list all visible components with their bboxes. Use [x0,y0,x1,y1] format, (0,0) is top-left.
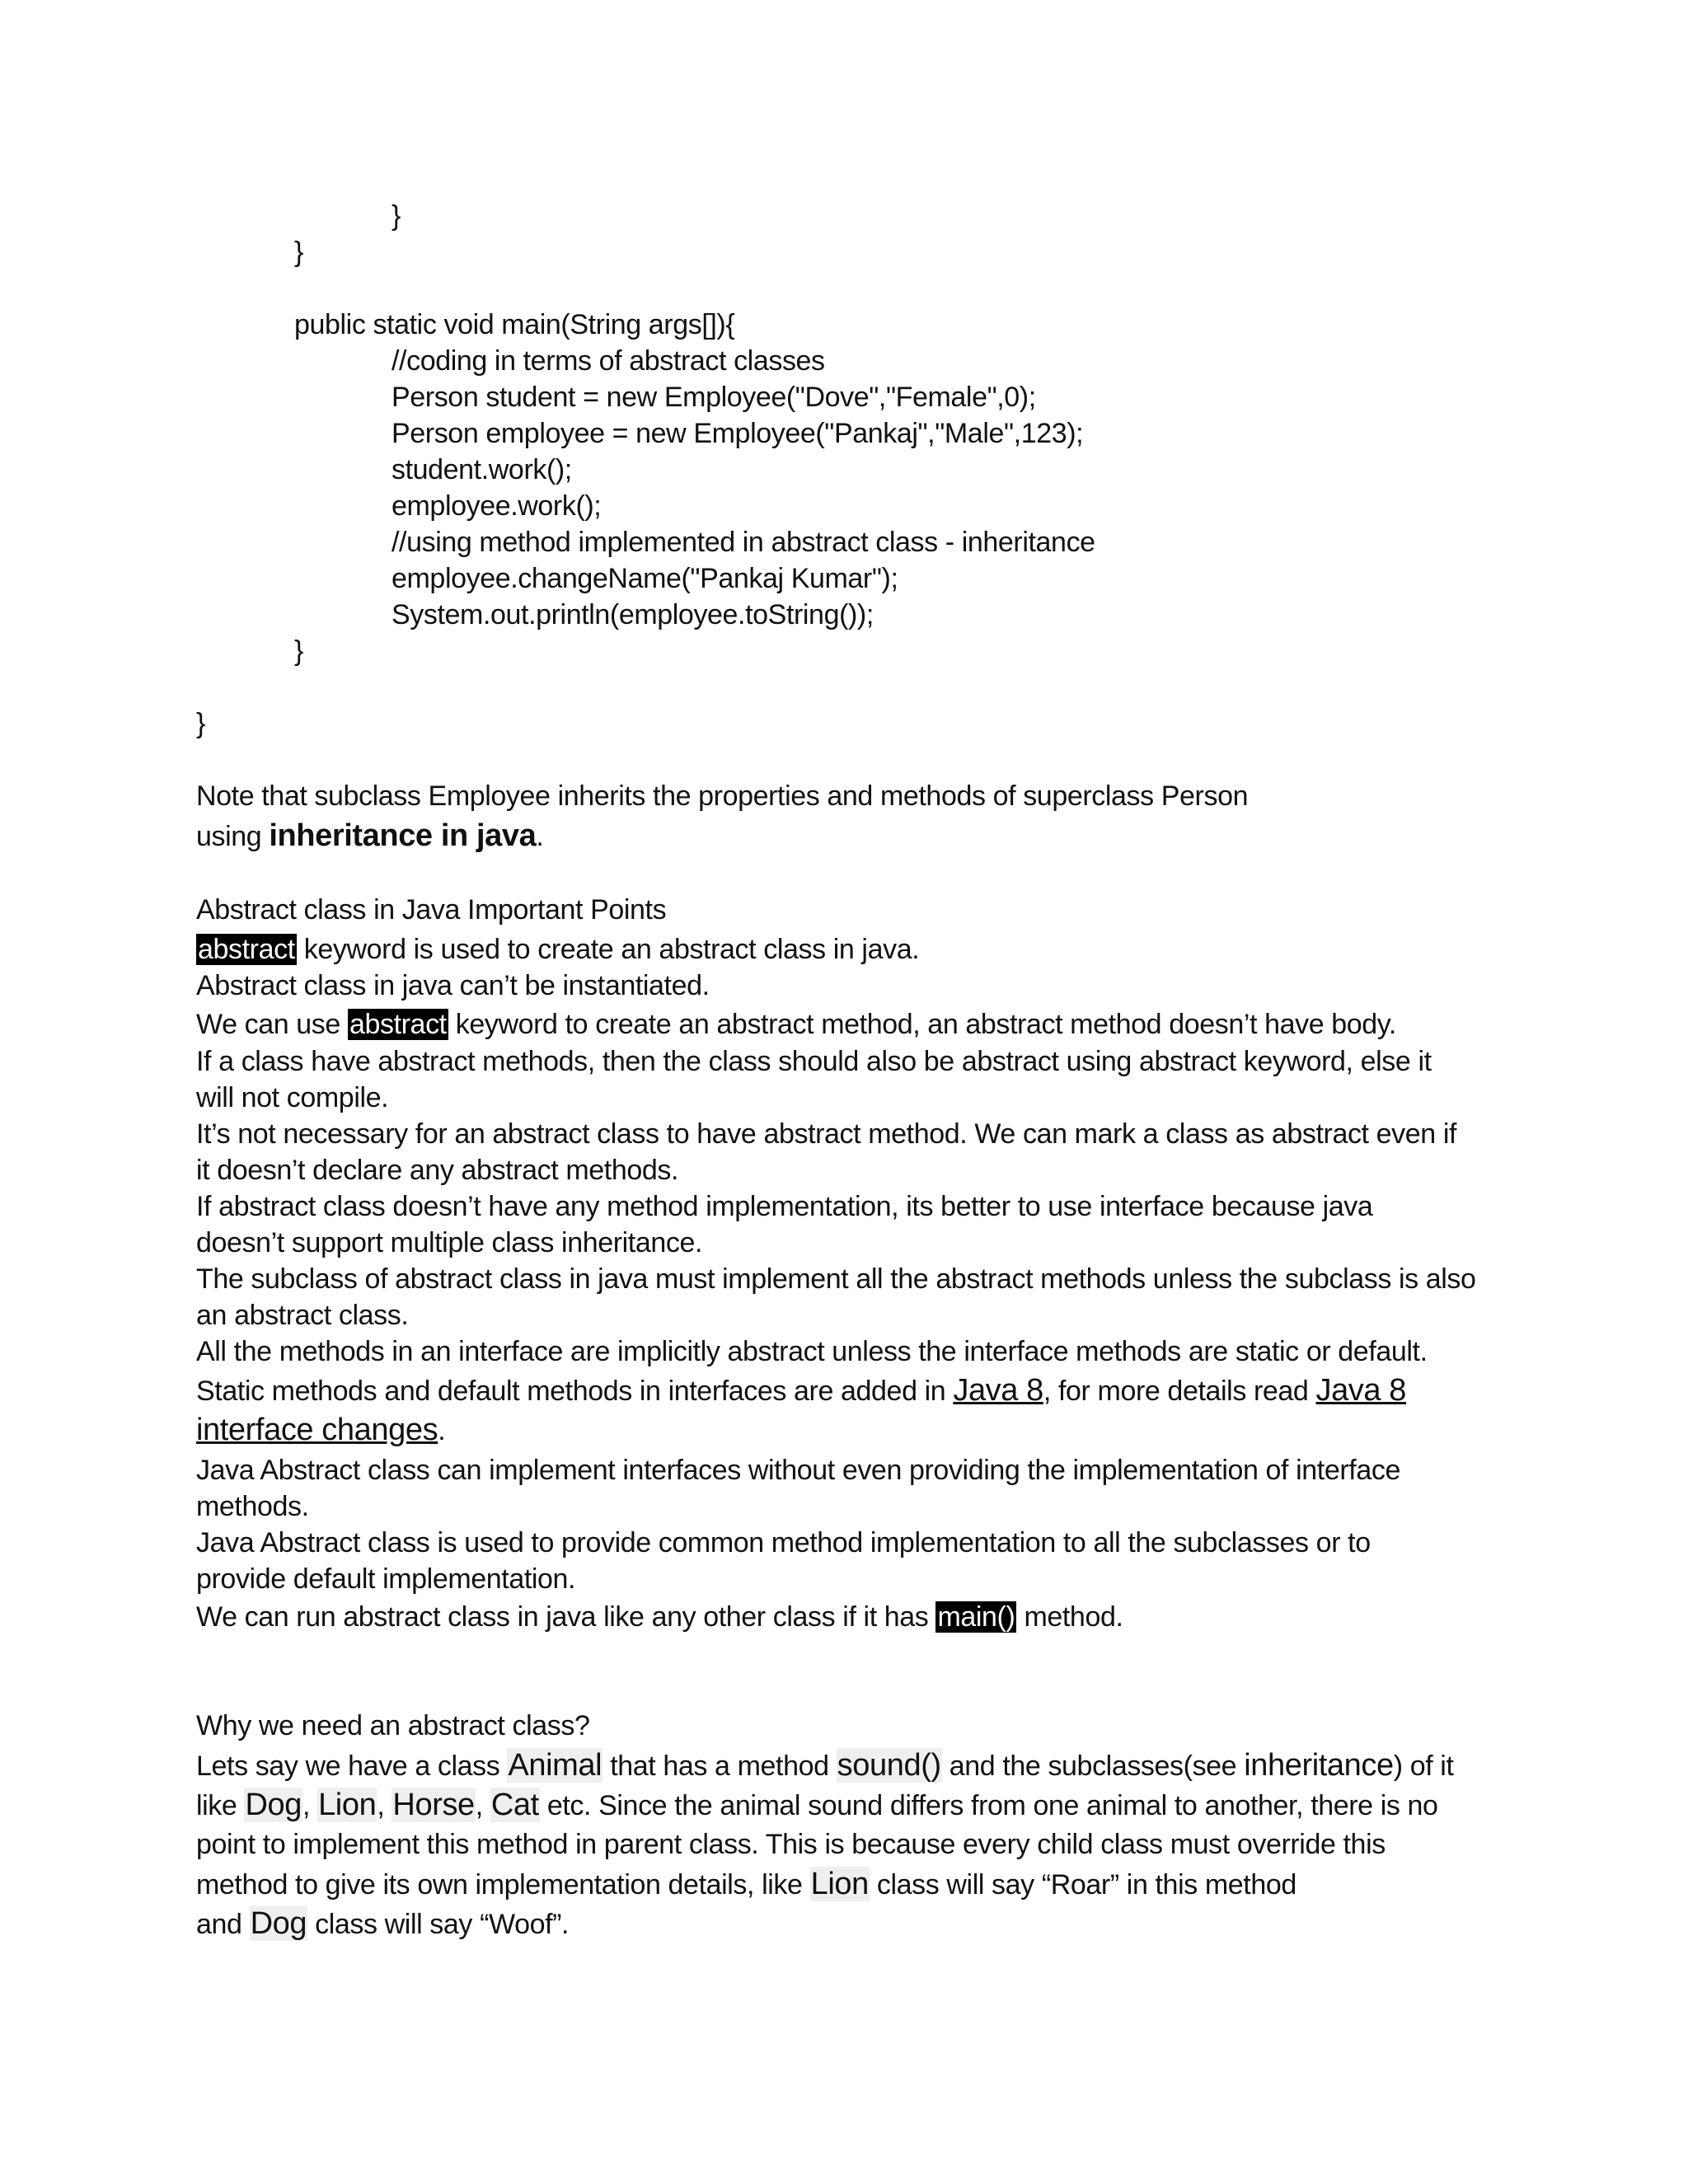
why-text: Lets say we have a class [196,1750,508,1782]
keyword-highlight: abstract [349,1009,447,1040]
code-close-method-brace: } [294,237,303,268]
code-close-inner-brace: } [392,200,401,232]
point-class-must-be-abstract-2: will not compile. [196,1082,389,1113]
why-line-2 [196,1787,1438,1824]
why-text: etc. Since the animal sound differs from one animal to another, there is no [539,1790,1438,1821]
point-class-must-be-abstract-1: If a class have abstract methods, then the class should also be abstract using abstract keyword, else it [196,1046,1432,1077]
why-line-5 [196,1905,569,1943]
point-implement-interfaces-1: Java Abstract class can implement interfaces without even providing the implementation of interface [196,1455,1400,1486]
point-common-implementation-1: Java Abstract class is used to provide common method implementation to all the subclasses or to [196,1527,1371,1558]
why-text: like [196,1790,245,1821]
point-text: keyword to create an abstract method, an abstract method doesn’t have body. [448,1009,1396,1040]
inheritance-link[interactable]: inheritance [1244,1748,1394,1783]
note-line-2 [196,818,543,855]
method-name-sound: sound() [837,1748,941,1783]
point-subclass-implement-1: The subclass of abstract class in java must implement all the abstract methods unless the subclass is also [196,1263,1476,1295]
code-line-employee: Person employee = new Employee("Pankaj","Male",123); [392,418,1084,449]
point-common-implementation-2: provide default implementation. [196,1563,576,1595]
point-run-main [196,1599,1123,1635]
code-line-employee-work: employee.work(); [392,490,602,522]
point-interface-methods: All the methods in an interface are implicitly abstract unless the interface methods are static or default. [196,1336,1428,1367]
point-text: We can run abstract class in java like any other class if it has [196,1601,936,1633]
why-text: , [475,1790,490,1821]
note-line-1: Note that subclass Employee inherits the properties and methods of superclass Person [196,780,1249,812]
java8-interface-changes-link[interactable]: Java 8 [1315,1373,1407,1408]
point-text: method. [1016,1601,1123,1633]
point-not-necessary-1: It’s not necessary for an abstract class to have abstract method. We can mark a class as abstract even if [196,1118,1457,1150]
class-name-animal: Animal [508,1748,603,1783]
point-subclass-implement-2: an abstract class. [196,1300,409,1331]
java8-link[interactable]: Java 8 [953,1373,1043,1408]
code-close-main-brace: } [294,635,303,667]
why-line-1 [196,1747,1454,1784]
why-text: , [302,1790,318,1821]
point-java8-line-2 [196,1412,445,1449]
why-heading: Why we need an abstract class? [196,1710,590,1741]
code-line-student: Person student = new Employee("Dove","Female",0); [392,382,1036,413]
important-heading: Abstract class in Java Important Points [196,894,667,926]
code-main-signature: public static void main(String args[]){ [294,309,735,340]
note-bold-inheritance: inheritance in java [269,818,537,853]
point-cannot-instantiate: Abstract class in java can’t be instantiated. [196,970,710,1001]
point-text: We can use [196,1009,348,1040]
point-text: . [438,1415,446,1446]
why-text: and [196,1909,250,1940]
java8-interface-changes-link[interactable]: interface changes [196,1413,438,1447]
code-line-change-name: employee.changeName("Pankaj Kumar"); [392,563,898,594]
point-use-interface-1: If abstract class doesn’t have any method implementation, its better to use interface because java [196,1191,1373,1222]
why-text: method to give its own implementation details, like [196,1869,810,1900]
keyword-highlight: abstract [198,934,295,965]
note-prefix: using [196,821,270,852]
class-name-lion: Lion [318,1788,377,1822]
point-abstract-keyword [196,931,919,968]
class-name-horse: Horse [392,1788,475,1822]
point-not-necessary-2: it doesn’t declare any abstract methods. [196,1155,678,1186]
point-text: , for more details read [1043,1376,1316,1407]
why-line-4 [196,1866,1296,1903]
why-text: class will say “Roar” in this method [869,1869,1296,1900]
class-name-dog: Dog [250,1906,307,1941]
why-text: ) of it [1393,1750,1454,1782]
why-text: and the subclasses(see [941,1750,1245,1782]
point-text: Static methods and default methods in interfaces are added in [196,1376,954,1407]
keyword-highlight: main() [937,1601,1015,1633]
note-suffix: . [536,821,544,852]
point-java8-line-1 [196,1372,1406,1409]
class-name-lion: Lion [810,1867,869,1901]
code-line-student-work: student.work(); [392,454,572,485]
class-name-cat: Cat [490,1788,539,1822]
class-name-dog: Dog [245,1788,302,1822]
why-text: that has a method [603,1750,837,1782]
point-implement-interfaces-2: methods. [196,1491,309,1522]
why-text: , [377,1790,392,1821]
code-comment-inheritance: //using method implemented in abstract class - inheritance [392,527,1095,558]
why-text: class will say “Woof”. [307,1909,570,1940]
point-text: keyword is used to create an abstract class in java. [296,934,920,965]
code-line-println: System.out.println(employee.toString()); [392,599,874,630]
code-close-class-brace: } [196,708,205,739]
point-use-interface-2: doesn’t support multiple class inheritance. [196,1227,703,1258]
why-line-3: point to implement this method in parent class. This is because every child class must override this [196,1829,1386,1860]
code-comment-abstract: //coding in terms of abstract classes [392,345,825,377]
point-abstract-method [196,1006,1396,1043]
